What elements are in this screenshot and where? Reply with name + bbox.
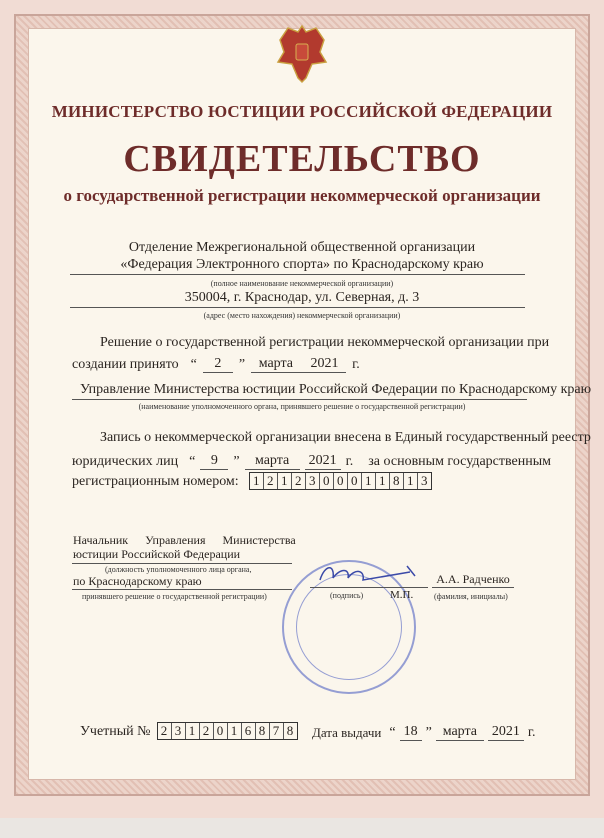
registry-text-line3: регистрационным номером: (72, 473, 239, 489)
accounting-number (157, 722, 298, 740)
accounting-number-label: Учетный № (80, 723, 151, 739)
ogrn-number (249, 472, 432, 490)
divider (70, 307, 525, 308)
quote: ” (233, 454, 240, 469)
digit-cell: 8 (390, 473, 404, 489)
digit-cell: 0 (214, 723, 228, 739)
authority-caption: (наименование уполномоченного органа, принявшего решение о государственной регистрации) (138, 402, 466, 411)
decision-month-year (251, 355, 346, 373)
registry-year: 2021 (305, 452, 341, 470)
divider (72, 399, 527, 400)
decision-text-line1: Решение о государственной регистрации некоммерческой организации при (100, 335, 550, 350)
digit-cell: 2 (292, 473, 306, 489)
digit-cell: 2 (158, 723, 172, 739)
ministry-heading: МИНИСТЕРСТВО ЮСТИЦИИ РОССИЙСКОЙ ФЕДЕРАЦИИ (51, 102, 553, 121)
decision-day: 2 (203, 355, 233, 373)
issue-date-row (312, 723, 536, 741)
position-caption2: принявшего решение о государственной регистрации) (82, 592, 267, 601)
digit-cell: 0 (320, 473, 334, 489)
quote: “ (189, 454, 196, 469)
digit-cell: 8 (286, 723, 294, 738)
issue-date-label: Дата выдачи (312, 725, 382, 740)
signer-position-line2: юстиции Российской Федерации (73, 547, 241, 561)
digit-cell: 1 (250, 473, 264, 489)
certificate-subtitle: о государственной регистрации некоммерческой организации (63, 186, 541, 205)
digit-cell: 1 (404, 473, 418, 489)
org-name-line2: «Федерация Электронного спорта» по Краснодарскому краю (120, 257, 484, 272)
issue-year: 2021 (488, 723, 524, 741)
digit-cell: 1 (362, 473, 376, 489)
digit-cell: 2 (264, 473, 278, 489)
coat-of-arms-emblem (276, 22, 328, 84)
signature-caption: (подпись) (330, 591, 364, 600)
digit-cell: 3 (420, 473, 428, 488)
digit-cell: 7 (270, 723, 284, 739)
quote: “ (389, 725, 396, 740)
digit-cell: 0 (334, 473, 348, 489)
certificate-title: СВИДЕТЕЛЬСТВО (123, 138, 481, 180)
handwritten-signature (315, 562, 425, 587)
divider (70, 274, 525, 275)
issue-month: марта (436, 723, 484, 741)
digit-cell: 1 (186, 723, 200, 739)
accounting-row (80, 722, 298, 740)
registry-text-line2b: за основным государственным (368, 454, 551, 469)
year-suffix: г. (527, 725, 536, 740)
org-address-caption: (адрес (место нахождения) некоммерческой организации) (203, 311, 401, 320)
digit-cell: 6 (242, 723, 256, 739)
registry-date-row (72, 452, 551, 470)
registry-month: марта (245, 452, 300, 470)
digit-cell: 1 (376, 473, 390, 489)
signer-name-caption: (фамилия, инициалы) (434, 592, 508, 601)
quote: “ (190, 357, 197, 372)
divider (72, 589, 292, 590)
digit-cell: 3 (306, 473, 320, 489)
registry-text-line1: Запись о некоммерческой организации внесена в Единый государственный реестр (100, 430, 591, 445)
digit-cell: 1 (228, 723, 242, 739)
digit-cell: 8 (256, 723, 270, 739)
signer-position-line3: по Краснодарскому краю (73, 574, 202, 588)
signature-line (310, 587, 428, 588)
year-suffix: г. (345, 454, 354, 469)
year-suffix: г. (352, 357, 360, 372)
signer-position-line1: Начальник Управления Министерства (73, 533, 296, 547)
digit-cell: 3 (172, 723, 186, 739)
registering-authority: Управление Министерства юстиции Российской Федерации по Краснодарскому краю (80, 382, 592, 397)
decision-month: марта (258, 356, 293, 371)
registry-number-row (72, 472, 432, 490)
registry-day: 9 (200, 452, 228, 470)
digit-cell: 1 (278, 473, 292, 489)
digit-cell: 2 (200, 723, 214, 739)
decision-year: 2021 (310, 356, 339, 371)
org-address: 350004, г. Краснодар, ул. Северная, д. 3 (184, 290, 420, 305)
quote: ” (238, 357, 246, 372)
quote: ” (425, 725, 432, 740)
stamp-place-label: М.П. (390, 589, 414, 601)
position-caption1: (должность уполномоченного лица органа, (105, 565, 252, 574)
org-name-line1: Отделение Межрегиональной общественной организации (128, 240, 476, 255)
signer-name: А.А. Радченко (432, 573, 514, 588)
decision-text-line2: создании принято (72, 357, 179, 372)
decision-date-row (72, 355, 360, 373)
issue-day: 18 (400, 723, 422, 741)
digit-cell: 0 (348, 473, 362, 489)
registry-text-line2: юридических лиц (72, 454, 179, 469)
org-name-caption: (полное наименование некоммерческой организации) (210, 279, 394, 288)
divider (72, 563, 292, 564)
